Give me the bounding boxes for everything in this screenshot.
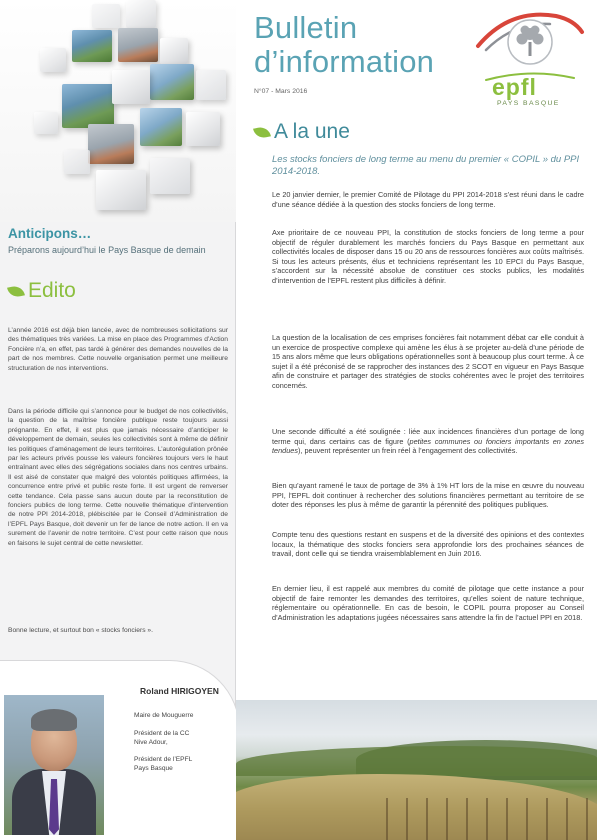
cube [64,150,90,174]
portrait-photo [4,695,104,835]
article-paragraph: Axe prioritaire de ce nouveau PPI, la constitution de stocks fonciers de long terme a pour objectif de réguler durablement les marchés fonciers du Pays Basque en permettant aux collectivités locales de disposer dans 15 ou 20 ans de ressources foncières aux coûts maîtrisés. Si tous les acteurs présents, élus et techniciens représentant les 10 EPCI du Pays Basque, s’accordent sur la nécessité absolue de constituer ces stocks publics, les modalités d’intervention de l’EPFL restent plus difficiles à définir. [272,228,584,285]
signature-name: Roland HIRIGOYEN [140,686,219,696]
leaf-icon [253,125,271,139]
anticipons-tagline: Préparons aujourd’hui le Pays Basque de demain [8,245,206,255]
cube-photo-landscape [150,64,194,100]
cube-photo-village [88,124,134,164]
portrait-hair [31,709,77,731]
cube-photo-valley [62,84,114,128]
cube [196,70,226,100]
cube [112,70,150,104]
signature-role: Président de la CC Nive Adour, [134,730,190,746]
article-italic-text: petites communes ou fonciers importants en zones tendues [272,436,584,456]
edito-heading [8,278,76,304]
article-text: ), peuvent représenter un frein réel à l’engagement des collectivités. [297,446,518,456]
cube [126,0,156,28]
article-paragraph [272,427,584,456]
article-paragraph: En dernier lieu, il est rappelé aux membres du comité de pilotage que cette instance a pour objectif de faire remonter les demandes des territoires, qu’elles soient de nature technique, réglementaire ou opérationnelle. En cas de besoin, le COPIL pourra proposer au Conseil d’Administration les adaptations jugées nécessaires sans attendre la fin de l’actuel PPI en 2018. [272,584,584,622]
logo-wordmark: epfl [492,74,537,100]
article-subtitle: Les stocks fonciers de long terme au menu du premier « COPIL » du PPI 2014-2018. [272,154,580,177]
anticipons-heading: Anticipons… [8,226,92,241]
cube [34,112,58,134]
article-paragraph: Compte tenu des questions restant en suspens et de la diversité des opinions et des contextes locaux, la thématique des stocks fonciers sera approfondie lors des prochaines séances de travail, dont celle qui se tiendra vraisemblablement en Juin 2016. [272,530,584,559]
issue-number: N°07 - Mars 2016 [254,88,308,95]
cube [186,112,220,146]
article-paragraph: Le 20 janvier dernier, le premier Comité de Pilotage du PPI 2014-2018 s’est réuni dans le cadre d’une séance dédiée à la question des stocks fonciers de long terme. [272,190,584,209]
article-text: Une seconde difficulté a été soulignée : liée aux incidences financières d’un portage de long terme qui, dans certains cas de figure ( [272,427,584,446]
bulletin-title-line1: Bulletin [254,10,358,45]
logo-subtitle: PAYS BASQUE [497,100,560,107]
cube [150,158,190,194]
article-paragraph: Bien qu’ayant ramené le taux de portage de 3% à 1% HT lors de la mise en œuvre du nouveau PPI, l’EPFL doit continuer à rechercher des solutions financières permettant au territoire de se doter des réponses les plus à même de garantir la pérennité des politiques publiques. [272,481,584,510]
cube [160,38,188,64]
article-paragraph: La question de la localisation de ces emprises foncières fait notamment débat car elle conduit à un exercice de prospective complexe qui amène les élus à se projeter au-delà d’une période de 15 ans alors même que leurs obligations opérationnelles sont à beaucoup plus court terme. À ce sujet il a été préconisé de se rapprocher des instances des 2 SCOT en vigueur en Pays Basque afin de construire et partager des stratégies de stocks cohérentes avec le projet des territoires concernés. [272,333,584,390]
landscape-hill [236,746,597,776]
landscape-fence [386,798,596,840]
signature-role: Maire de Mouguerre [134,712,194,719]
edito-title: Edito [28,279,76,302]
bulletin-title-line2: d’information [254,44,435,79]
edito-paragraph: Dans la période difficile qui s’annonce pour le budget de nos collectivités, la question de la maîtrise foncière publique reste toujours aussi prégnante. En effet, il est plus que jamais nécessaire d’anticiper le développement de demain, seules les collectivités sont à même de définir les politiques d’aménagement de leurs territoires. L’autorégulation prônée par les acteurs privés pousse les valeurs foncières toujours vers le haut entraînant avec elles des ségrégations sociales dans nos centres urbains. Il est aisé de constater que malgré des volontés politiques affirmées, la concurrence entre privé et public reste forte. Il est urgent de renverser cette tendance. Cela passe sans aucun doute par la reconstitution de fonciers publics de long terme. Cette nouvelle thématique d’intervention de notre PPI 2014-2018, plébiscitée par le Conseil d’Administration de l’EPFL Pays Basque, doit devenir un fer de lance de notre action. Il en va surement de l’avenir de notre territoire. C’est pour cette raison que nous en faisons le sujet central de cette newsletter. [8,408,228,547]
cube [40,48,66,72]
cube [92,4,120,28]
edito-paragraph: L’année 2016 est déjà bien lancée, avec de nombreuses sollicitations sur des thématiques très variées. La mise en place des Programmes d’Action Foncière n’a, en effet, pas tardé à générer des demandes nouvelles de la part de nos membres. Cette nouvelle organisation permet une meilleure structuration de nos interventions. [8,327,228,372]
a-la-une-heading [254,120,350,144]
cube [96,170,146,210]
signature-role: Président de l’EPFL Pays Basque [134,756,193,772]
a-la-une-title: A la une [274,120,350,143]
cube-photo-landscape [140,108,182,146]
hero-cubes-illustration [0,0,236,222]
cube-photo-landscape [72,30,112,62]
leaf-icon [7,284,25,298]
edito-paragraph: Bonne lecture, et surtout bon « stocks fonciers ». [8,627,153,634]
landscape-photo [236,700,597,840]
cube-photo-building [118,28,158,62]
